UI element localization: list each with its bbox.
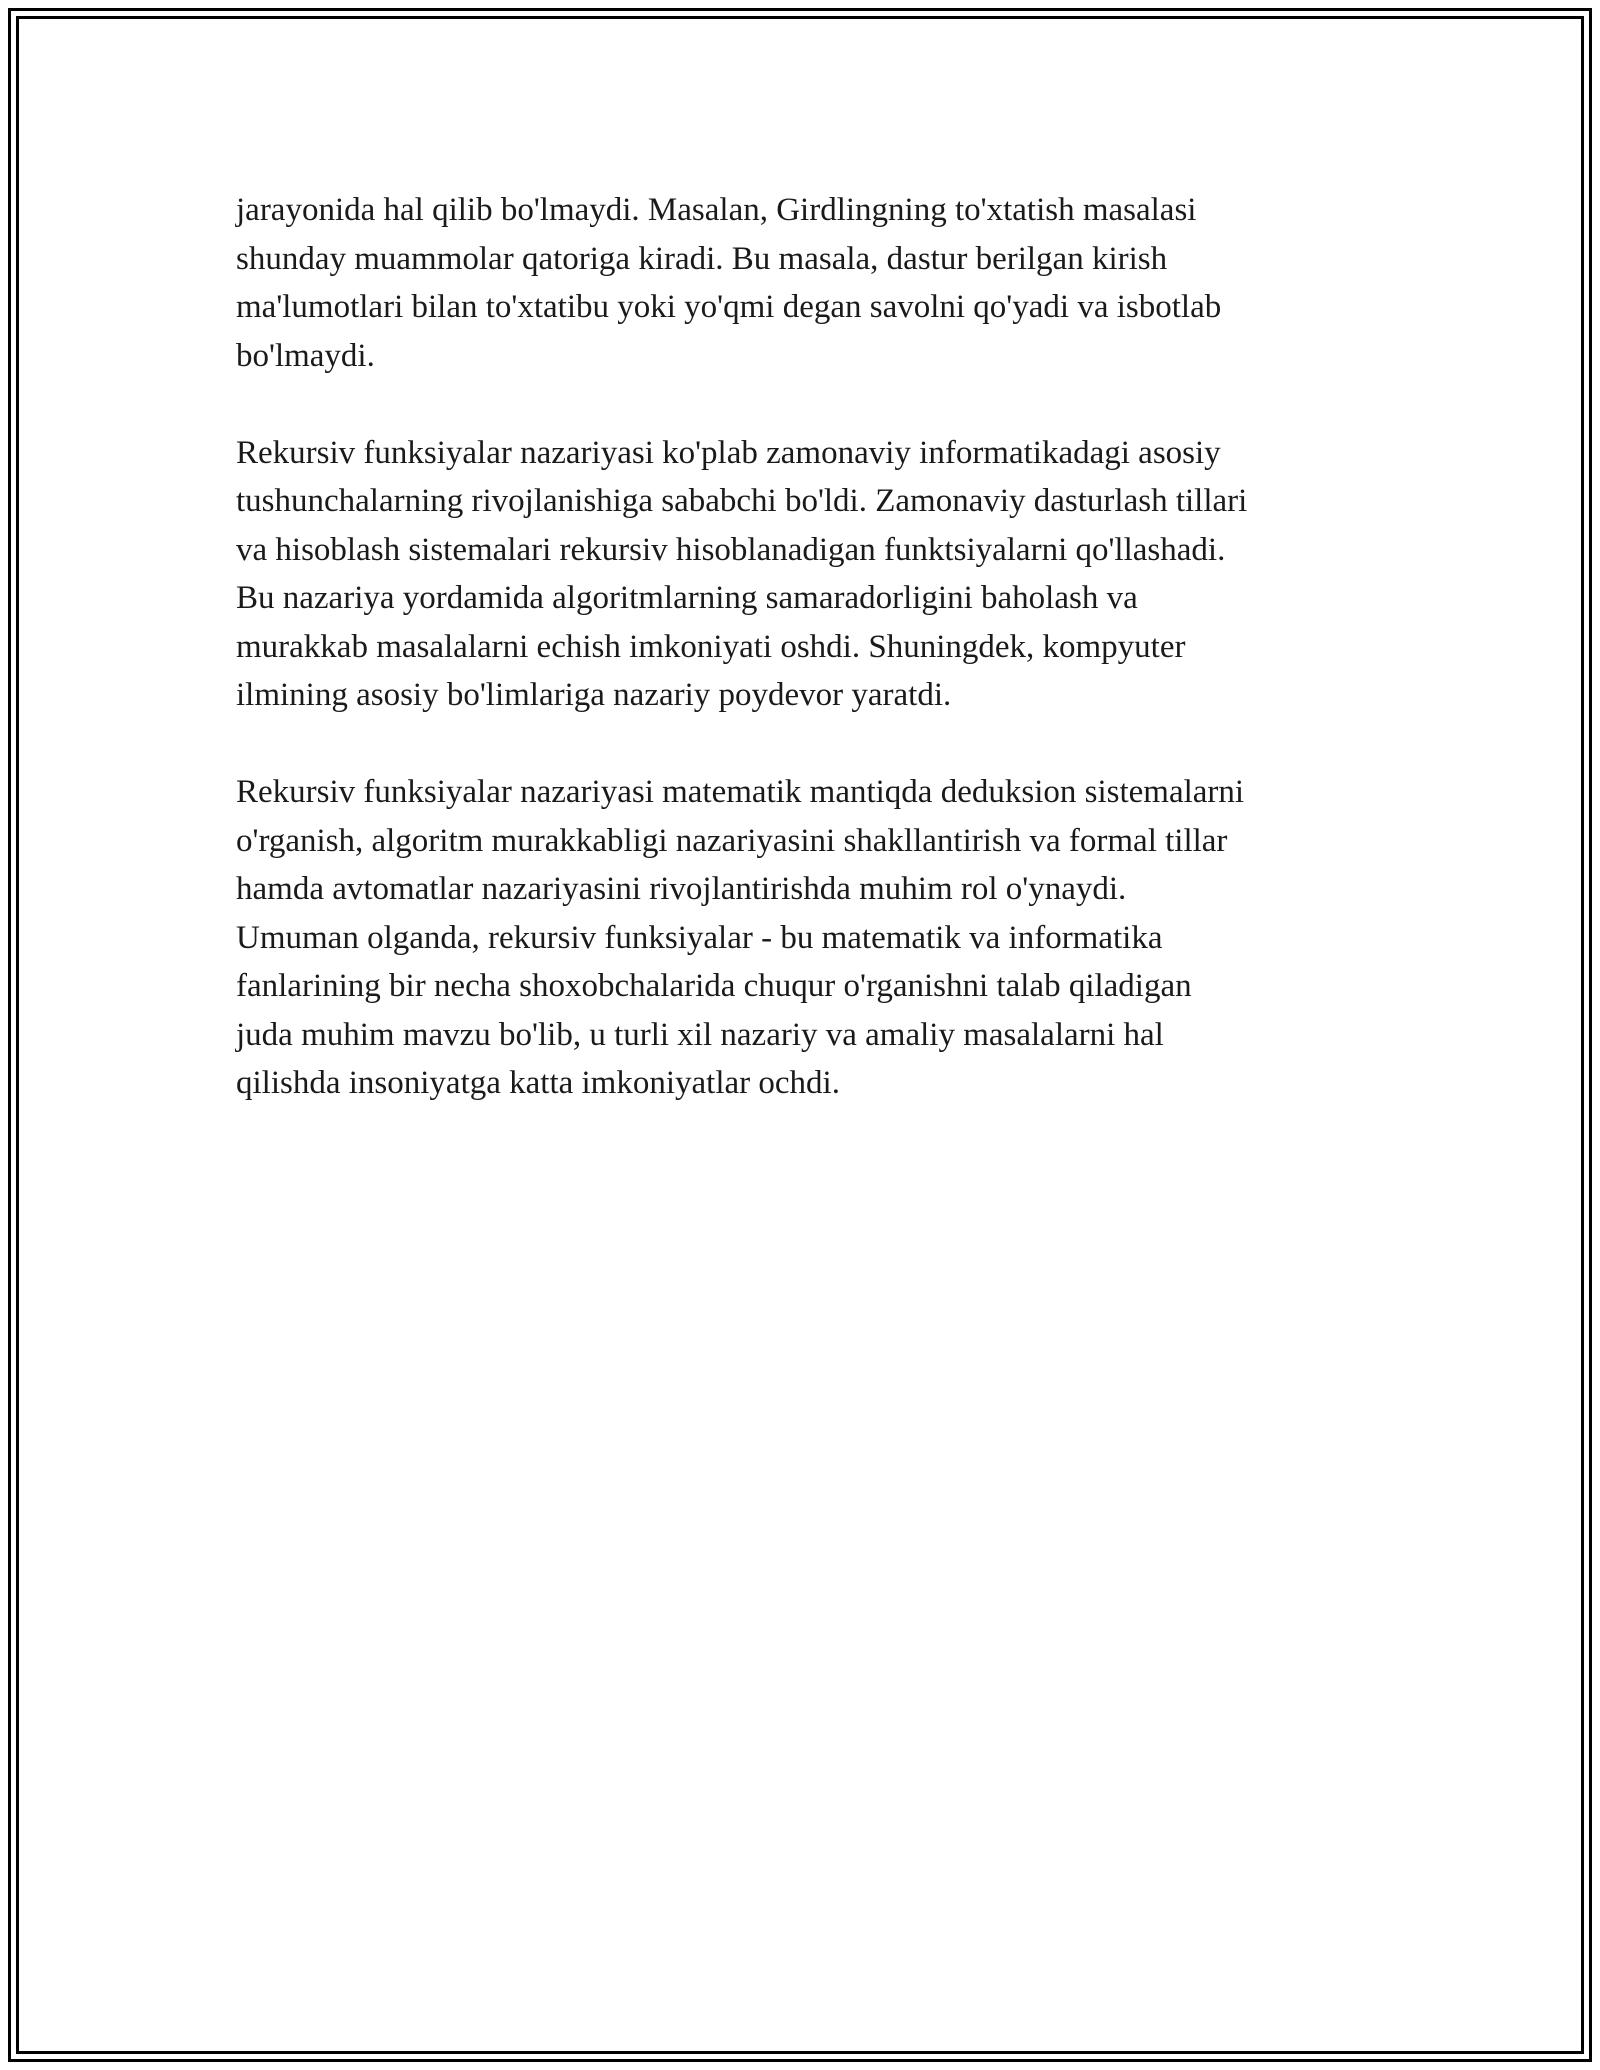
text-line: murakkab masalalarni echish imkoniyati oshdi. Shuningdek, kompyuter (236, 628, 1186, 665)
text-line: va hisoblash sistemalari rekursiv hisoblanadigan funktsiyalarni qo'llashadi. (236, 531, 1226, 568)
paragraph-3 (236, 768, 1364, 1108)
text-line: tushunchalarning rivojlanishiga sababchi bo'ldi. Zamonaviy dasturlash tillari (236, 483, 1248, 519)
text-line: o'rganish, algoritm murakkabligi nazariyasini shakllantirish va formal tillar (236, 822, 1228, 859)
text-line: Bu nazariya yordamida algoritmlarning samaradorligini baholash va (236, 580, 1138, 616)
text-line: juda muhim mavzu bo'lib, u turli xil nazariy va amaliy masalalarni hal (236, 1016, 1164, 1053)
text-line: Umuman olganda, rekursiv funksiyalar - bu matematik va informatika (236, 919, 1163, 956)
text-line: ma'lumotlari bilan to'xtatibu yoki yo'qmi degan savolni qo'yadi va isbotlab (236, 289, 1222, 325)
text-line: jarayonida hal qilib bo'lmaydi. Masalan, Girdlingning to'xtatish masalasi (236, 192, 1197, 228)
paragraph-1 (236, 186, 1364, 380)
text-line: hamda avtomatlar nazariyasini rivojlantirishda muhim rol o'ynaydi. (236, 871, 1127, 907)
paragraph-2 (236, 429, 1364, 720)
text-line: bo'lmaydi. (236, 337, 375, 374)
text-line: Rekursiv funksiyalar nazariyasi ko'plab zamonaviy informatikadagi asosiy (236, 434, 1221, 471)
document-body (236, 186, 1364, 1108)
text-line: shunday muammolar qatoriga kiradi. Bu masala, dastur berilgan kirish (236, 240, 1168, 277)
text-line: qilishda insoniyatga katta imkoniyatlar ochdi. (236, 1065, 840, 1101)
text-line: Rekursiv funksiyalar nazariyasi matematik mantiqda deduksion sistemalarni (236, 774, 1245, 810)
text-line: ilmining asosiy bo'limlariga nazariy poydevor yaratdi. (236, 677, 952, 713)
text-line: fanlarining bir necha shoxobchalarida chuqur o'rganishni talab qiladigan (236, 968, 1192, 1004)
